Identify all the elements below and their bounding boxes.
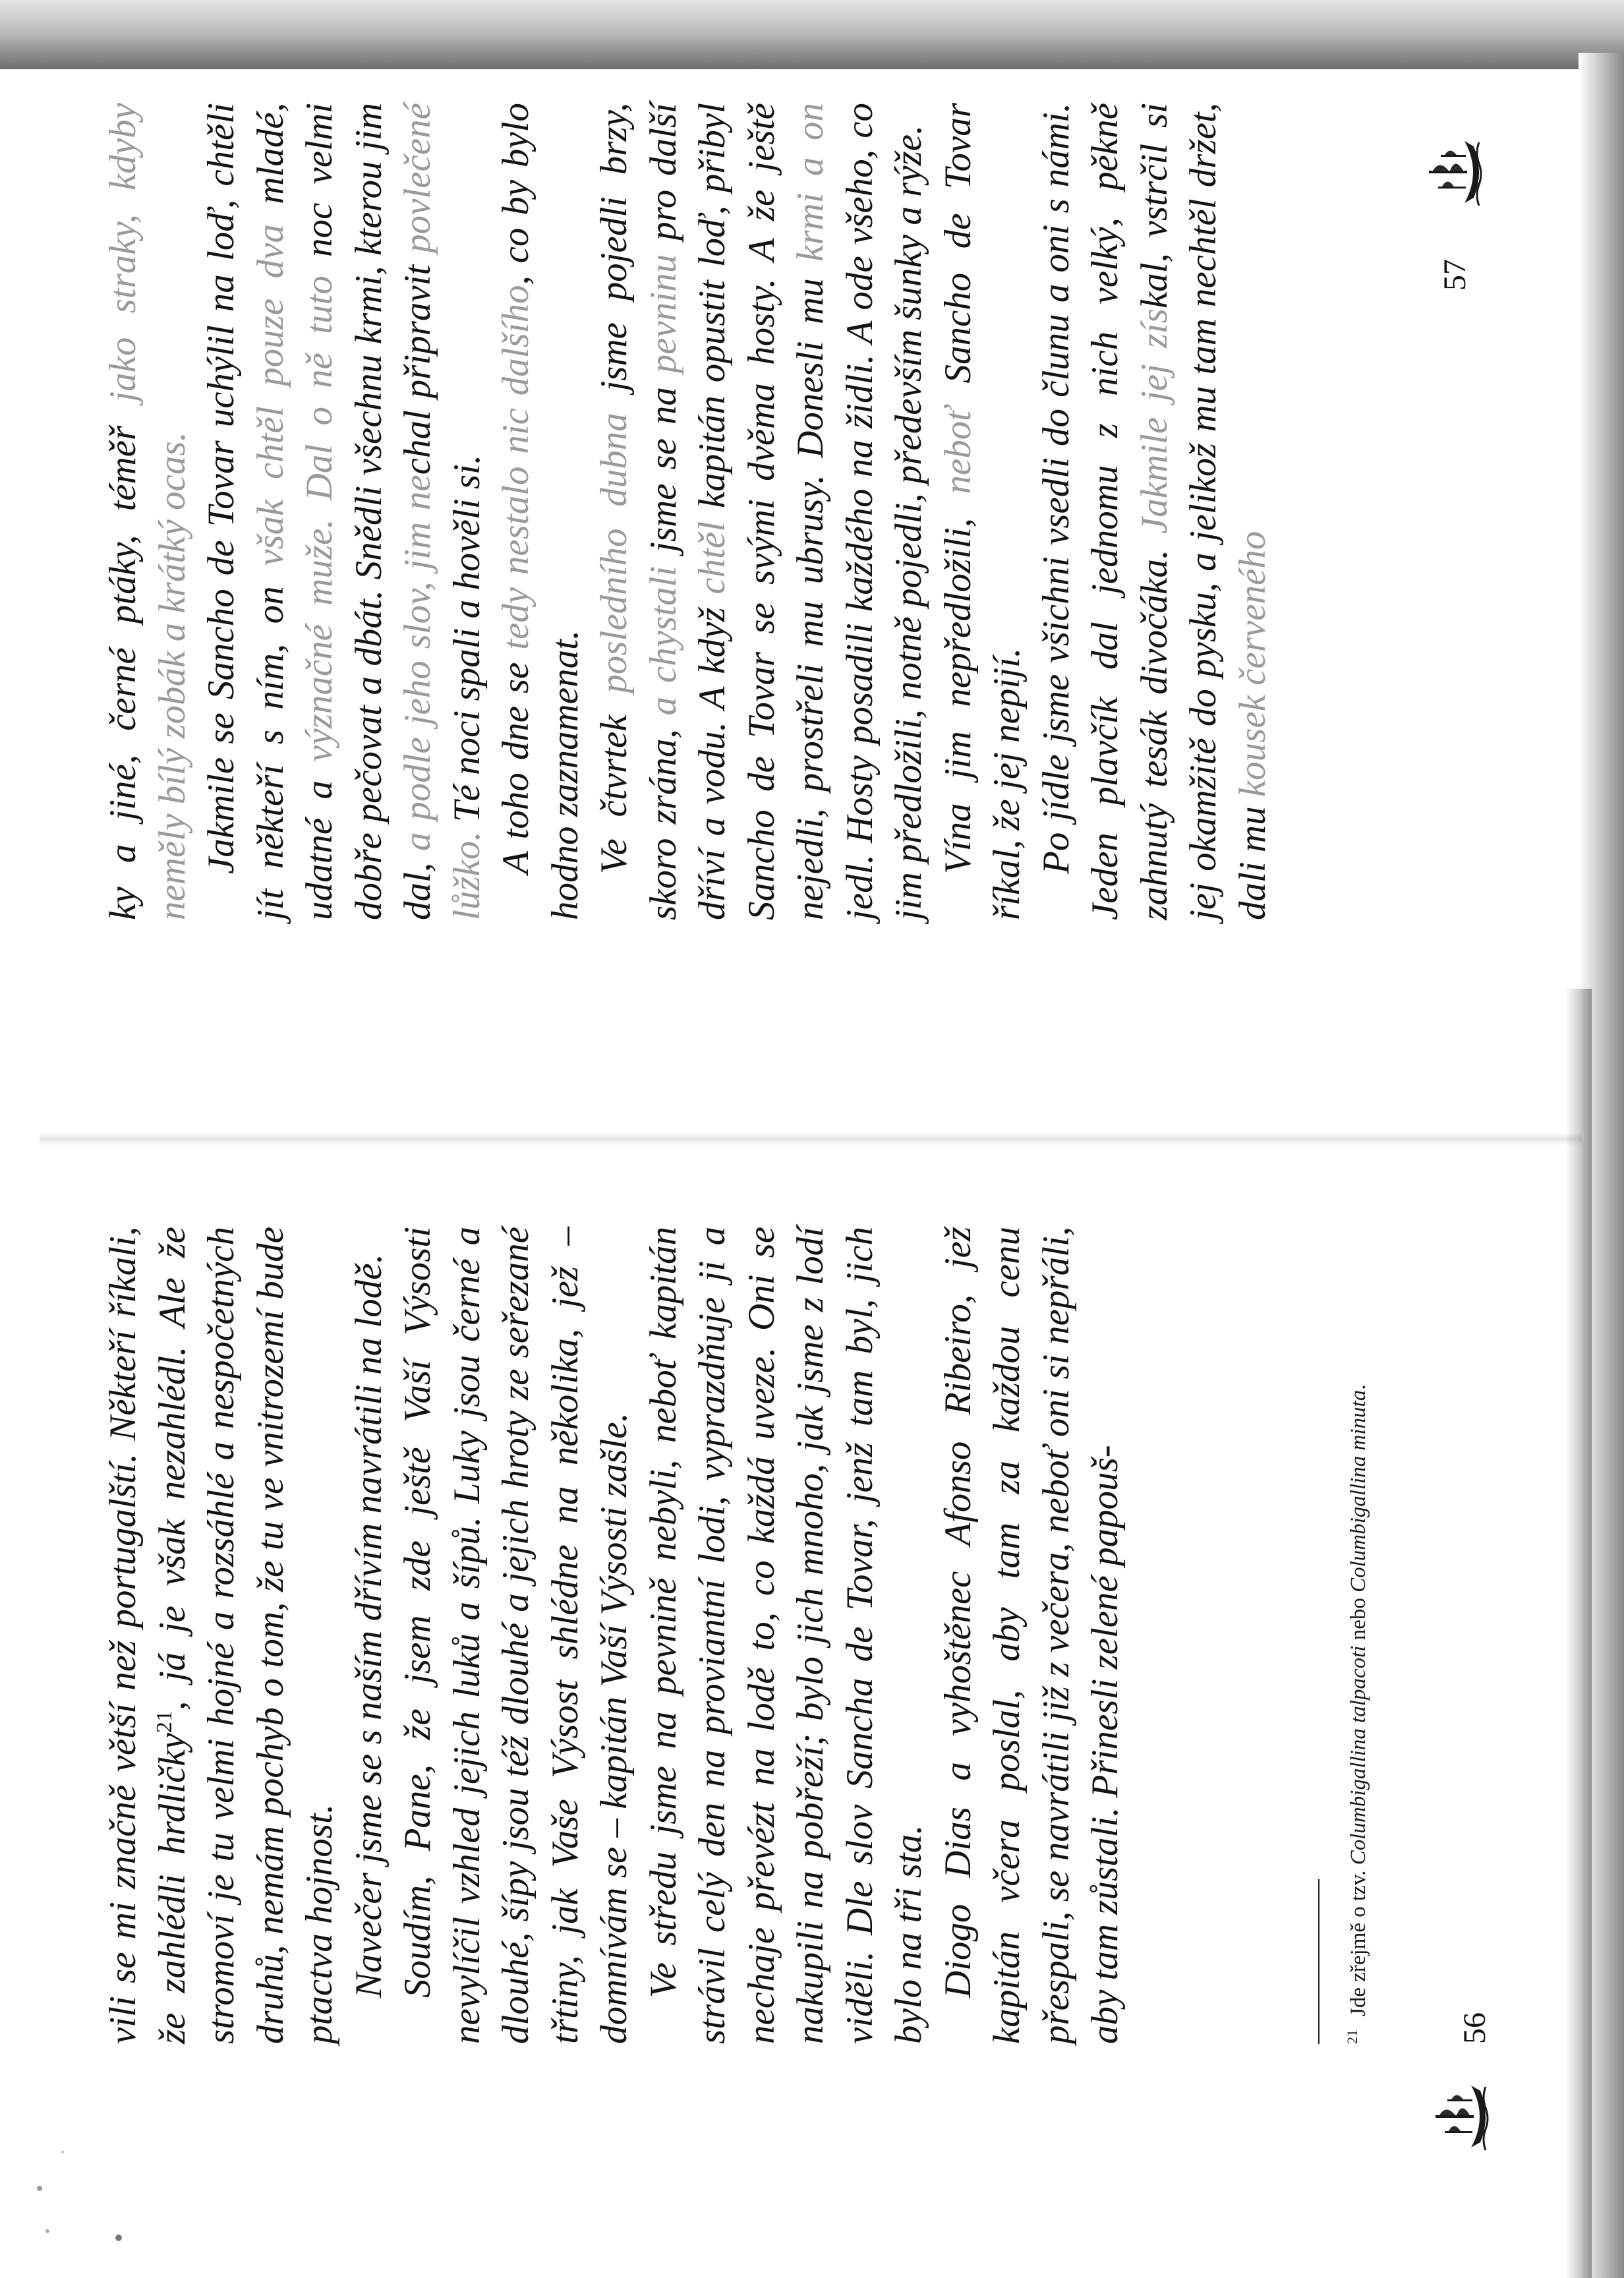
footnote-ref: 21 <box>152 1710 177 1734</box>
text-run: Soudím, Pane, že jsem zde ještě Vaší Výsosti nevylíčil vzhled jejich luků a šípů. Luky jsou černé a dlouhé, šípy jsou též dlouhé a jejich hroty ze seřezané třtiny, jak Vaše Výsost shlédne na několika, jež – domnívám se – kapitán Vaší Výsosti zašle. <box>397 1227 635 2044</box>
text-run: jsme se na <box>642 373 684 566</box>
text-run: neboť <box>937 407 979 494</box>
text-run: však chtěl pouze dva <box>249 224 291 566</box>
text-run: a chystali <box>642 566 684 716</box>
text-run: Vína jim nepředložili, <box>937 494 979 874</box>
text-run: Diogo Dias a vyhoštěnec Afonso Ribeiro, jež kapitán včera poslal, aby tam za každou cenu přespali, se navrátili již z večera, neboť oni si nepřáli, aby tam zůstali. Přinesli zelené papouš- <box>937 1227 1126 2044</box>
species-name: Columbigallina talpacoti <box>1347 1645 1370 1865</box>
text-run: jedl. Hosty posadili každého na židli. A ode všeho, co jim předložili, notně pojedli, především šunky a rýže. <box>838 103 929 920</box>
footnote-run: Jde zřejmě o tzv. <box>1347 1865 1370 2016</box>
footnote-number: 21 <box>1344 2030 1360 2044</box>
text-run: mladé, udatné a <box>249 103 340 920</box>
text-run: krmi a on <box>790 103 831 262</box>
text-run: posledního dubna <box>593 413 635 693</box>
text-run: Ve čtvrtek <box>593 693 635 874</box>
text-run: Po jídle jsme všichni vsedli do člunu a oni s námi. Jeden plavčík dal jednomu z nich velký, pěkně zahnutý tesák divočáka. <box>1035 103 1175 920</box>
text-run: vili se mi značně větší než portugalští. Někteří říkali, že zahlédli hrdličky <box>102 1227 193 2044</box>
text-run: Ve středu jsme na pevnině nebyli, neboť kapitán strávil celý den na proviantní lodi, vyprazdňuje ji a nechaje převézt na lodě to, co každá uveze. Oni se nakupili na pobřeží; bylo jich mnoho, jak jsme z lodí viděli. Dle slov Sancha de Tovar, jenž tam byl, jich bylo na tři sta. <box>642 1227 929 2044</box>
footnote-run: . <box>1347 1384 1370 1390</box>
text-run: Jakmile se Sancho de Tovar uchýlil na loď, chtěli jít někteří s ním, on <box>200 103 291 920</box>
text-run: pevninu <box>642 254 684 374</box>
text-run: Té noci spali a hověli si. <box>446 454 488 832</box>
text-run: povlečené lůžko. <box>397 103 488 920</box>
text-run: jako straky, kdyby neměly bílý zobák a krátký ocas. <box>102 103 193 920</box>
text-run: A toho dne se <box>495 649 536 874</box>
text-run: kapitán opustit loď, přibyl Sancho de Tovar se svými dvěma hosty. A že ještě nejedli, prostřeli mu ubrusy. Donesli mu <box>691 103 831 920</box>
text-run: a podle jeho slov, jim ne <box>397 475 438 852</box>
text-run: Jakmile jej zís <box>1133 308 1175 535</box>
text-run: Sancho de Tovar říkal, že jej nepijí. <box>937 103 1028 920</box>
footnote-run: nebo <box>1347 1592 1370 1646</box>
text-run: kousek červeného <box>1231 531 1273 798</box>
text-run: chtěl <box>691 521 733 595</box>
text-run: noc velmi dobře pečovat a dbát. Snědli všechnu krmi, kterou jim dal, <box>299 102 438 920</box>
species-name: Columbigallina minuta <box>1347 1389 1370 1592</box>
text-run: tedy nestalo nic dalšího <box>495 285 536 650</box>
text-run: pro další dříví a vodu. A když <box>642 103 733 920</box>
text-run: , já je však nezahlédl. Ale že stromoví je tu velmi hojné a rozsáhlé a nespočetných druhů, nemám pochyb o tom, že tu ve vnitrozemí bude ptactva hojnost. <box>151 1227 340 2044</box>
text-run: význačné muže. Dal o ně tuto <box>299 276 340 762</box>
text-run: ky a jiné, černé ptáky, téměř <box>102 401 144 920</box>
text-run: chal připravit <box>397 252 438 475</box>
text-run: kal, vstrčil si jej okamžitě do pysku, a jelikož mu tam nechtěl držet, dali mu <box>1133 103 1273 920</box>
text-run: , co by bylo hodno zaznamenat. <box>495 102 586 920</box>
text-run: Navečer jsme se s naším dřívím navrátili na lodě. <box>347 1254 390 1998</box>
text-run: jsme pojedli brzy, skoro zrána, <box>593 102 684 920</box>
page-number-left: 56 <box>1457 2012 1492 2044</box>
page-number-right: 57 <box>1437 259 1472 291</box>
